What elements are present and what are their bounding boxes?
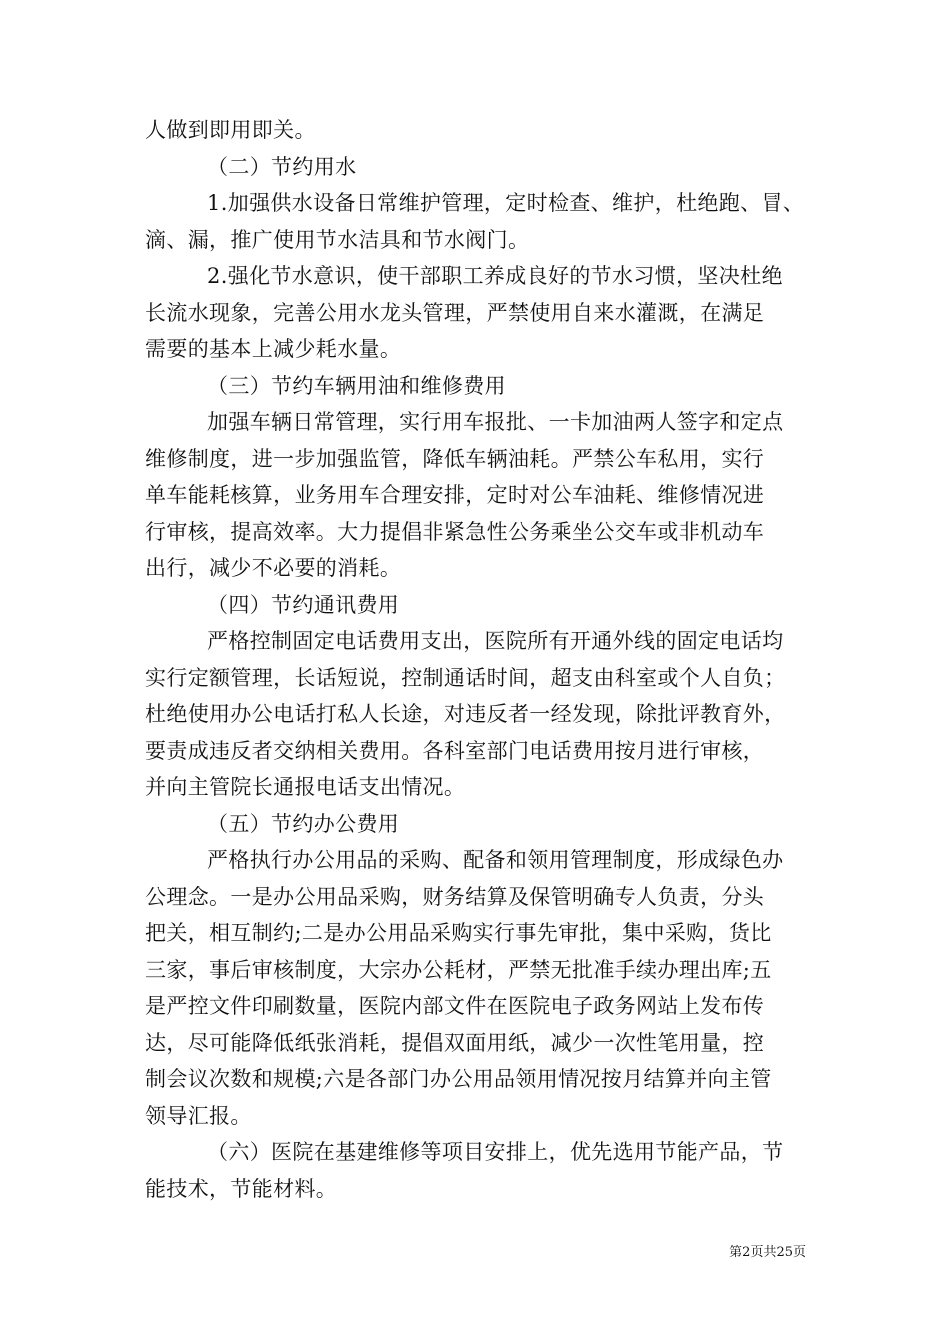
text-line: 严格执行办公用品的采购、配备和领用管理制度，形成绿色办 [207,848,784,872]
text-line: 加强车辆日常管理，实行用车报批、一卡加油两人签字和定点 [207,410,784,434]
text-line: 严格控制固定电话费用支出，医院所有开通外线的固定电话均 [207,629,784,653]
text-line: 要责成违反者交纳相关费用。各科室部门电话费用按月进行审核， [145,738,765,763]
text-line: 人做到即用即关。 [145,118,316,142]
text-line: 并向主管院长通报电话支出情况。 [145,775,466,799]
text-line: 把关，相互制约;二是办公用品采购实行事先审批，集中采购，货比 [145,921,772,945]
text-line: 公理念。一是办公用品采购，财务结算及保管明确专人负责，分头 [145,884,765,909]
text-line: 是严控文件印刷数量，医院内部文件在医院电子政务网站上发布传 [145,994,765,1018]
text-line: 实行定额管理，长话短说，控制通话时间，超支由科室或个人自负； [145,665,786,690]
section-heading: （六）医院在基建维修等项目安排上，优先选用节能产品，节 [207,1140,784,1164]
section-heading: （四）节约通讯费用 [207,592,400,617]
text-line: 三家，事后审核制度，大宗办公耗材，严禁无批准手续办理出库;五 [145,957,772,982]
text-line: 维修制度，进一步加强监管，降低车辆油耗。严禁公车私用，实行 [145,446,765,471]
section-heading: （三）节约车辆用油和维修费用 [207,373,506,398]
text-line: 单车能耗核算，业务用车合理安排，定时对公车油耗、维修情况进 [145,483,765,507]
section-heading: （五）节约办公费用 [207,811,400,836]
text-line: 制会议次数和规模;六是各部门办公用品领用情况按月结算并向主管 [145,1067,772,1091]
text-line: 2.强化节水意识，使干部职工养成良好的节水习惯，坚决杜绝 [207,264,783,288]
text-line: 领导汇报。 [145,1103,252,1128]
text-line: 达，尽可能降低纸张消耗，提倡双面用纸，减少一次性笔用量，控 [145,1030,765,1055]
text-line: 需要的基本上减少耗水量。 [145,337,402,361]
text-line: 滴、漏，推广使用节水洁具和节水阀门。 [145,227,530,252]
text-line: 长流水现象，完善公用水龙头管理，严禁使用自来水灌溉，在满足 [145,300,765,325]
text-line: 行审核，提高效率。大力提倡非紧急性公务乘坐公交车或非机动车 [145,519,765,544]
page-number: 第2页共25页 [729,1245,806,1260]
text-line: 能技术，节能材料。 [145,1176,338,1201]
section-heading: （二）节约用水 [207,154,357,179]
text-line: 杜绝使用办公电话打私人长途，对违反者一经发现，除批评教育外， [145,702,786,726]
text-line: 1.加强供水设备日常维护管理，定时检查、维护，杜绝跑、冒、 [207,191,805,215]
text-line: 出行，减少不必要的消耗。 [145,556,402,580]
document-body [145,112,810,1207]
